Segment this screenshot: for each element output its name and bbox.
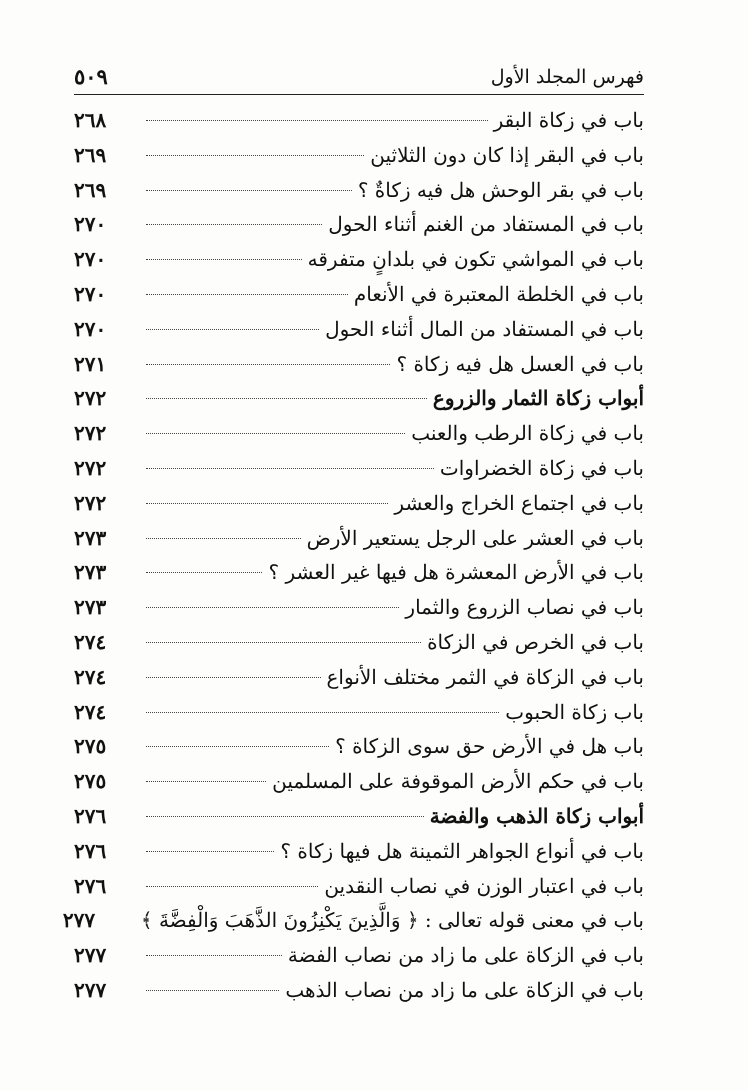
entry-title: أبواب زكاة الثمار والزروع [432,386,644,411]
dot-leader [146,155,364,156]
entry-page-number: ٢٧٧ [74,943,107,968]
entry-title: باب في الزكاة على ما زاد من نصاب الفضة [287,943,644,968]
entry-title: باب في زكاة البقر [493,108,644,132]
entry-page-number: ٢٧٧ [62,908,96,933]
dot-leader [146,572,262,573]
dot-leader [146,190,352,191]
entry-title: باب في العسل هل فيه زكاة ؟ [396,351,644,376]
toc-entry [74,973,644,1008]
toc-entry [74,590,644,625]
toc-entry [74,869,644,904]
toc-entry [74,660,644,695]
dot-leader [146,120,488,121]
entry-page-number: ٢٧٠ [74,316,107,341]
toc-entry [74,347,644,382]
dot-leader [146,433,405,434]
dot-leader [146,851,274,852]
entry-page-number: ٢٧٥ [74,769,107,794]
toc-section-heading [74,799,644,834]
page-number: ٥٠٩ [74,64,108,89]
dot-leader [146,364,390,365]
dot-leader [146,224,322,225]
entry-page-number: ٢٧٢ [74,386,107,411]
entry-title: أبواب زكاة الذهب والفضة [429,803,644,828]
toc-entry [74,103,644,138]
toc-entry [74,486,644,521]
table-of-contents [62,103,644,1008]
toc-entry [74,173,644,208]
entry-page-number: ٢٧٣ [74,560,107,585]
page-header [74,64,644,95]
toc-entry [74,729,644,764]
entry-page-number: ٢٧٢ [74,490,107,515]
entry-title: باب هل في الأرض حق سوى الزكاة ؟ [335,734,644,759]
toc-entry [74,834,644,869]
entry-title: باب في نصاب الزروع والثمار [405,595,644,620]
entry-page-number: ٢٧٤ [74,664,107,689]
entry-page-number: ٢٧٣ [74,595,107,620]
entry-title: باب في البقر إذا كان دون الثلاثين [370,142,644,167]
toc-entry [74,938,644,973]
dot-leader [146,642,421,643]
toc-entry [74,625,644,660]
dot-leader [146,746,329,747]
header-title: فهرس المجلد الأول [490,66,644,88]
toc-entry [74,312,644,347]
entry-page-number: ٢٧٥ [74,734,107,759]
dot-leader [146,294,348,295]
entry-title: باب في المستفاد من المال أثناء الحول [325,316,644,341]
toc-entry [62,903,644,938]
entry-page-number: ٢٧٠ [74,247,107,272]
dot-leader [146,503,388,504]
dot-leader [146,329,319,330]
entry-page-number: ٢٧٢ [74,455,107,480]
toc-entry [74,451,644,486]
entry-page-number: ٢٧٤ [74,699,107,724]
entry-title: باب في اجتماع الخراج والعشر [394,490,644,515]
entry-title: باب في العشر على الرجل يستعير الأرض [306,525,644,550]
toc-entry [74,555,644,590]
entry-title: باب في الخرص في الزكاة [427,629,644,654]
dot-leader [146,816,424,817]
toc-entry [74,138,644,173]
entry-page-number: ٢٧٣ [74,525,107,550]
entry-page-number: ٢٧٢ [74,421,107,446]
entry-page-number: ٢٦٩ [74,142,107,167]
toc-entry [74,695,644,730]
entry-title: باب في المستفاد من الغنم أثناء الحول [328,212,644,237]
toc-entry [74,521,644,556]
entry-title: باب في أنواع الجواهر الثمينة هل فيها زكاة ؟ [280,838,644,863]
toc-entry [74,242,644,277]
entry-title: باب في الخلطة المعتبرة في الأنعام [353,281,644,306]
entry-title: باب في بقر الوحش هل فيه زكاةٌ ؟ [357,177,644,202]
entry-page-number: ٢٧٠ [74,281,107,306]
entry-title: باب في الزكاة على ما زاد من نصاب الذهب [285,977,644,1002]
toc-entry [74,277,644,312]
entry-page-number: ٢٦٨ [74,108,107,132]
dot-leader [146,538,301,539]
dot-leader [146,886,318,887]
dot-leader [146,607,399,608]
entry-page-number: ٢٧٦ [74,873,107,898]
entry-title: باب في اعتبار الوزن في نصاب النقدين [324,873,644,898]
toc-entry [74,764,644,799]
dot-leader [146,955,282,956]
dot-leader [146,468,434,469]
toc-entry [74,207,644,242]
entry-page-number: ٢٦٩ [74,177,107,202]
entry-title: باب في الأرض المعشرة هل فيها غير العشر ؟ [268,560,644,585]
dot-leader [146,712,499,713]
dot-leader [146,677,321,678]
entry-title: باب في المواشي تكون في بلدانٍ متفرقه [307,247,644,272]
entry-title: باب في الزكاة في الثمر مختلف الأنواع [326,664,644,689]
dot-leader [146,990,279,991]
dot-leader [146,398,427,399]
entry-title: باب في زكاة الرطب والعنب [411,421,644,446]
entry-title: باب زكاة الحبوب [505,699,644,724]
toc-section-heading [74,381,644,416]
entry-page-number: ٢٧٧ [74,977,107,1002]
entry-title: باب في حكم الأرض الموقوفة على المسلمين [272,769,644,794]
entry-page-number: ٢٧١ [74,351,107,376]
entry-page-number: ٢٧٦ [74,803,107,828]
entry-page-number: ٢٧٠ [74,212,107,237]
entry-title: باب في زكاة الخضراوات [439,455,644,480]
entry-page-number: ٢٧٤ [74,629,107,654]
dot-leader [146,259,302,260]
entry-page-number: ٢٧٦ [74,838,107,863]
entry-title: باب في معنى قوله تعالى : ﴿ وَالَّذِينَ يَكْنِزُونَ الذَّهَبَ وَالْفِضَّةَ ﴾ [140,908,644,933]
toc-entry [74,416,644,451]
dot-leader [146,781,266,782]
